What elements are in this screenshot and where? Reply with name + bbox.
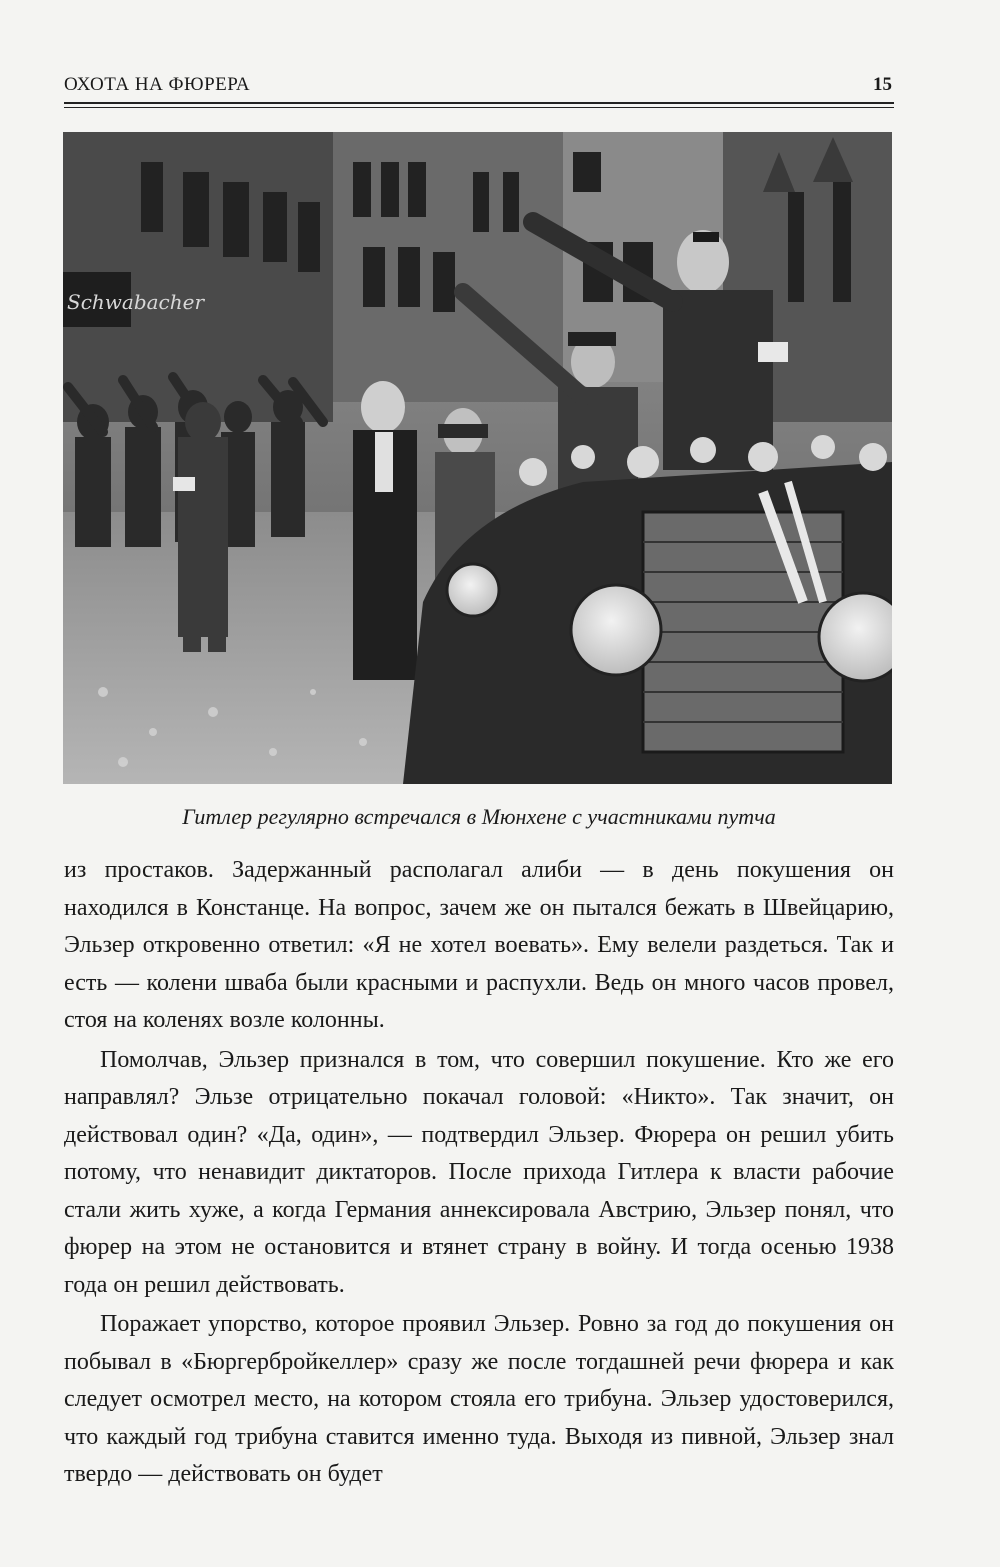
body-text [64, 852, 894, 1494]
paragraph: из простаков. Задержанный располагал алиби — в день покушения он находился в Констанце. На вопрос, зачем же он пытался бежать в Швейцарию, Эльзер откровенно ответил: «Я не хотел воевать». Ему велели раздеться. Так и есть — колени шваба были красными и распухли. Ведь он много часов провел, стоя на коленях возле колонны. [64, 857, 894, 1033]
header-rule-thick [64, 102, 894, 104]
photo-illustration [63, 132, 892, 784]
book-title: ОХОТА НА ФЮРЕРА [64, 74, 251, 95]
shop-sign-text: Schwabacher [67, 290, 205, 314]
running-header [64, 74, 894, 104]
photo-caption: Гитлер регулярно встречался в Мюнхене с участниками путча [182, 804, 776, 829]
paragraph: Помолчав, Эльзер признался в том, что совершил покушение. Кто же его направлял? Эльзе отрицательно покачал головой: «Никто». Так значит, он действовал один? «Да, один», — подтвердил Эльзер. Фюрера он решил убить потому, что ненавидит диктаторов. После прихода Гитлера к власти рабочие стали жить хуже, а когда Германия аннексировала Австрию, Эльзер понял, что фюрер на этом не остановится и втянет страну в войну. И тогда осенью 1938 года он решил действовать. [64, 1046, 894, 1298]
header-rule-thin [64, 107, 894, 108]
paragraph: Поражает упорство, которое проявил Эльзер. Ровно за год до покушения он побывал в «Бюргербройкеллер» сразу же после тогдашней речи фюрера и как следует осмотрел место, на котором стояла его трибуна. Эльзер удостоверился, что каждый год трибуна ставится именно туда. Выходя из пивной, Эльзер знал твердо — действовать он будет [64, 1311, 894, 1487]
historical-photo [63, 132, 892, 784]
page-number: 15 [873, 74, 892, 95]
